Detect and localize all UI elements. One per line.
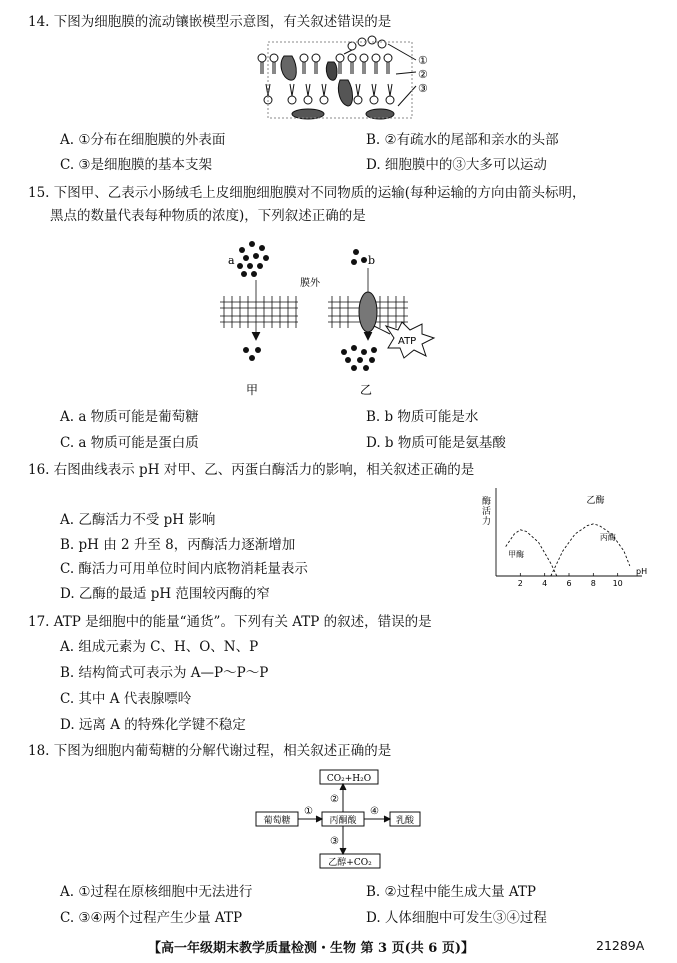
series-label-yi: 乙酶 [586, 495, 605, 506]
y-axis-label-2: 活 [482, 507, 492, 517]
label-yi: 乙 [360, 383, 373, 397]
label-atp: ATP [398, 336, 417, 347]
q15-option-c: C. a 物质可能是蛋白质 [60, 435, 199, 451]
q14-option-b: B. ②有疏水的尾部和亲水的头部 [366, 132, 559, 148]
label-jia: 甲 [246, 383, 259, 397]
process-3: ④ [370, 806, 379, 817]
q14-stem: 14. 下图为细胞膜的流动镶嵌模型示意图，有关叙述错误的是 [28, 14, 392, 30]
label-outside: 膜外 [300, 278, 320, 289]
q14-option-a: A. ①分布在细胞膜的外表面 [60, 132, 226, 148]
label-2: ② [418, 68, 428, 81]
q16-option-c: C. 酶活力可用单位时间内底物消耗量表示 [60, 561, 308, 577]
q14-option-d: D. 细胞膜中的③大多可以运动 [366, 157, 547, 173]
label-b: b [368, 254, 376, 267]
x-tick-label-10: 10 [612, 579, 623, 588]
q16-stem: 16. 右图曲线表示 pH 对甲、乙、丙蛋白酶活力的影响，相关叙述正确的是 [28, 462, 475, 478]
q17-option-b: B. 结构简式可表示为 A—P～P～P [60, 665, 269, 681]
process-4: ③ [330, 836, 339, 847]
q17-stem: 17. ATP 是细胞中的能量“通货”。下列有关 ATP 的叙述，错误的是 [28, 614, 432, 630]
label-a: a [228, 254, 235, 267]
q18-option-c: C. ③④两个过程产生少量 ATP [60, 910, 243, 926]
cell-membrane-fluid-mosaic-figure [248, 34, 438, 122]
q18-option-b: B. ②过程中能生成大量 ATP [366, 884, 536, 900]
box-lactic-acid: 乳酸 [395, 816, 415, 826]
q16-option-b: B. pH 由 2 升至 8，丙酶活力逐渐增加 [60, 537, 296, 553]
q17-option-a: A. 组成元素为 C、H、O、N、P [60, 639, 259, 655]
q14-option-c: C. ③是细胞膜的基本支架 [60, 157, 213, 173]
q15-stem-line1: 15. 下图甲、乙表示小肠绒毛上皮细胞细胞膜对不同物质的运输(每种运输的方向由箭头标明， [28, 185, 586, 201]
q17-option-c: C. 其中 A 代表腺嘌呤 [60, 691, 192, 707]
q18-stem: 18. 下图为细胞内葡萄糖的分解代谢过程，相关叙述正确的是 [28, 743, 392, 759]
q15-option-a: A. a 物质可能是葡萄糖 [60, 409, 199, 425]
process-1: ① [304, 806, 313, 817]
exam-code: 21289A [596, 938, 645, 953]
box-pyruvate: 丙酮酸 [329, 816, 357, 826]
page-footer: 【高一年级期末教学质量检测・生物 第 3 页(共 6 页)】 [148, 941, 475, 956]
label-3: ③ [418, 82, 428, 95]
ph-enzyme-chart [478, 484, 654, 590]
label-1: ① [418, 54, 428, 67]
x-tick-label-2: 2 [517, 579, 523, 588]
box-ethanol-co2: 乙醇+CO₂ [328, 858, 372, 868]
q15-stem-line2: 黑点的数量代表每种物质的浓度)，下列叙述正确的是 [50, 208, 366, 224]
y-axis-label-3: 力 [482, 517, 492, 527]
x-tick-label-8: 8 [590, 579, 596, 588]
q16-option-d: D. 乙酶的最适 pH 范围较丙酶的窄 [60, 586, 270, 602]
glucose-metabolism-diagram [252, 766, 424, 874]
x-axis-label: pH [636, 567, 648, 576]
box-co2-h2o: CO₂+H₂O [326, 774, 372, 784]
membrane-transport-figure [218, 234, 468, 402]
q18-option-a: A. ①过程在原核细胞中无法进行 [60, 884, 253, 900]
q16-option-a: A. 乙酶活力不受 pH 影响 [60, 512, 216, 528]
series-label-2: 丙酶 [599, 533, 616, 542]
q15-option-b: B. b 物质可能是水 [366, 409, 479, 425]
x-tick-label-4: 4 [542, 579, 548, 588]
q15-option-d: D. b 物质可能是氨基酸 [366, 435, 506, 451]
x-tick-label-6: 6 [566, 579, 572, 588]
q18-option-d: D. 人体细胞中可发生③④过程 [366, 910, 547, 926]
series-line-2 [551, 524, 630, 576]
box-glucose: 葡萄糖 [263, 816, 291, 826]
series-label-1: 甲酶 [508, 549, 525, 559]
process-2: ② [330, 794, 339, 805]
y-axis-label-1: 酶 [482, 497, 492, 507]
q17-option-d: D. 远离 A 的特殊化学键不稳定 [60, 717, 246, 733]
